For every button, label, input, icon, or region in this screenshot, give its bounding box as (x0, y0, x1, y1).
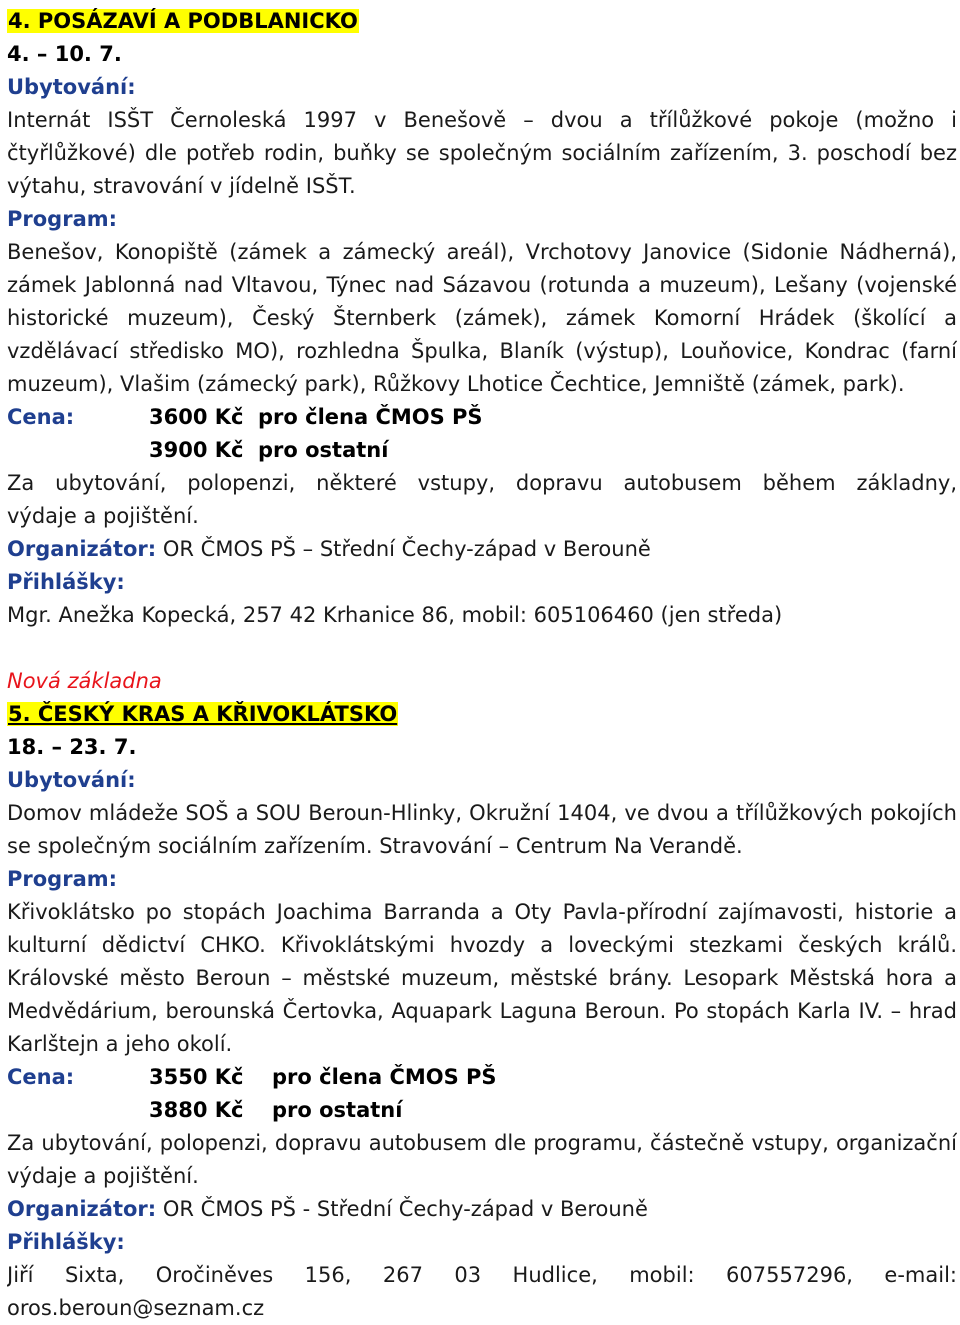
section-4-price-note-line: výdaje a pojištění. (7, 504, 199, 528)
section-4-program-line: vzdělávací středisko MO), rozhledna Špulka, Blaník (výstup), Louňovice, Kondrac (farní (7, 339, 957, 363)
section-4-signup-label: Přihlášky: (7, 570, 125, 594)
section-4-organizer-label: Organizátor: (7, 537, 157, 561)
section-4-title: 4. POSÁZAVÍ A PODBLANICKO (8, 9, 358, 33)
section-5-signup-label: Přihlášky: (7, 1230, 125, 1254)
section-4-accommodation-label: Ubytování: (7, 75, 136, 99)
section-4-dates: 4. – 10. 7. (7, 42, 122, 66)
section-5-price-other-row (7, 1094, 957, 1127)
section-5-price-member-row (7, 1061, 957, 1094)
section-4-price-note-line: Za ubytování, polopenzi, některé vstupy, dopravu autobusem během základny, (7, 471, 957, 495)
section-4-organizer-value: OR ČMOS PŠ – Střední Čechy-západ v Berouně (162, 537, 651, 561)
section-5-dates: 18. – 23. 7. (7, 735, 137, 759)
section-5-accommodation-label: Ubytování: (7, 768, 136, 792)
section-4-price-member-row (7, 401, 957, 434)
section-5-signup-email: oros.beroun@seznam.cz (7, 1296, 265, 1320)
section-4-price-other: 3900 Kč (149, 438, 244, 462)
section-4-accommodation-line: čtyřlůžkové) dle potřeb rodin, buňky se společným sociálním zařízením, 3. poschodí bez (7, 141, 957, 165)
section-4-program-line: muzeum), Vlašim (zámecký park), Růžkovy Lhotice Čechtice, Jemniště (zámek, park). (7, 372, 905, 396)
section-5-program-line: kulturní dědictví CHKO. Křivoklátskými hvozdy a loveckými stezkami českých králů. (7, 933, 957, 957)
section-5-price-label: Cena: (7, 1065, 75, 1089)
section-spacer (7, 632, 957, 665)
section-5-heading (7, 698, 957, 731)
section-4-price-member-desc: pro člena ČMOS PŠ (258, 405, 483, 429)
section-4-program-line: Benešov, Konopiště (zámek a zámecký areál), Vrchotovy Janovice (Sidonie Nádherná), (7, 240, 957, 264)
section-4-price-label: Cena: (7, 405, 75, 429)
section-4-program-line: historické muzeum), Český Šternberk (zámek), zámek Komorní Hrádek (školící a (7, 306, 957, 330)
section-4-price-other-row (7, 434, 957, 467)
section-5-accommodation-line: se společným sociálním zařízením. Stravování – Centrum Na Verandě. (7, 834, 743, 858)
section-4-price-other-desc: pro ostatní (258, 438, 389, 462)
section-5-signup-line: Jiří Sixta, Oročiněves 156, 267 03 Hudlice, mobil: 607557296, e-mail: (7, 1263, 957, 1287)
section-5-title: 5. ČESKÝ KRAS A KŘIVOKLÁTSKO (8, 702, 398, 726)
section-4-heading (7, 5, 957, 38)
new-base-label: Nová základna (7, 669, 162, 693)
section-4-accommodation-line: výtahu, stravování v jídelně ISŠT. (7, 174, 356, 198)
section-5-organizer-label: Organizátor: (7, 1197, 157, 1221)
section-5-accommodation-line: Domov mládeže SOŠ a SOU Beroun-Hlinky, Okružní 1404, ve dvou a třílůžkových pokojích (7, 801, 957, 825)
section-5-program-line: Medvědárium, berounská Čertovka, Aquapark Laguna Beroun. Po stopách Karla IV. – hrad (7, 999, 957, 1023)
section-5-program-label: Program: (7, 867, 118, 891)
section-5-price-other-desc: pro ostatní (272, 1098, 403, 1122)
section-5-organizer (7, 1193, 957, 1226)
section-4-signup-value: Mgr. Anežka Kopecká, 257 42 Krhanice 86, mobil: 605106460 (jen středa) (7, 603, 783, 627)
section-5-price-note-line: výdaje a pojištění. (7, 1164, 199, 1188)
section-5-price-other: 3880 Kč (149, 1098, 244, 1122)
section-5-program-line: Karlštejn a jeho okolí. (7, 1032, 233, 1056)
section-5-program-line: Královské město Beroun – městské muzeum, městské brány. Lesopark Městská hora a (7, 966, 957, 990)
section-4-program-line: zámek Jablonná nad Vltavou, Týnec nad Sázavou (rotunda a muzeum), Lešany (vojenské (7, 273, 957, 297)
section-5-price-member-desc: pro člena ČMOS PŠ (272, 1065, 497, 1089)
section-4-organizer (7, 533, 957, 566)
section-4-price-member: 3600 Kč (149, 405, 244, 429)
section-4-program-label: Program: (7, 207, 118, 231)
section-5-organizer-value: OR ČMOS PŠ - Střední Čechy-západ v Berouně (162, 1197, 648, 1221)
section-5-price-member: 3550 Kč (149, 1065, 244, 1089)
document-page (7, 5, 957, 1325)
section-5-program-line: Křivoklátsko po stopách Joachima Barranda a Oty Pavla-přírodní zajímavosti, historie a (7, 900, 957, 924)
section-5-price-note-line: Za ubytování, polopenzi, dopravu autobusem dle programu, částečně vstupy, organizační (7, 1131, 957, 1155)
section-4-accommodation-line: Internát ISŠT Černoleská 1997 v Benešově – dvou a třílůžkové pokoje (možno i (7, 108, 957, 132)
